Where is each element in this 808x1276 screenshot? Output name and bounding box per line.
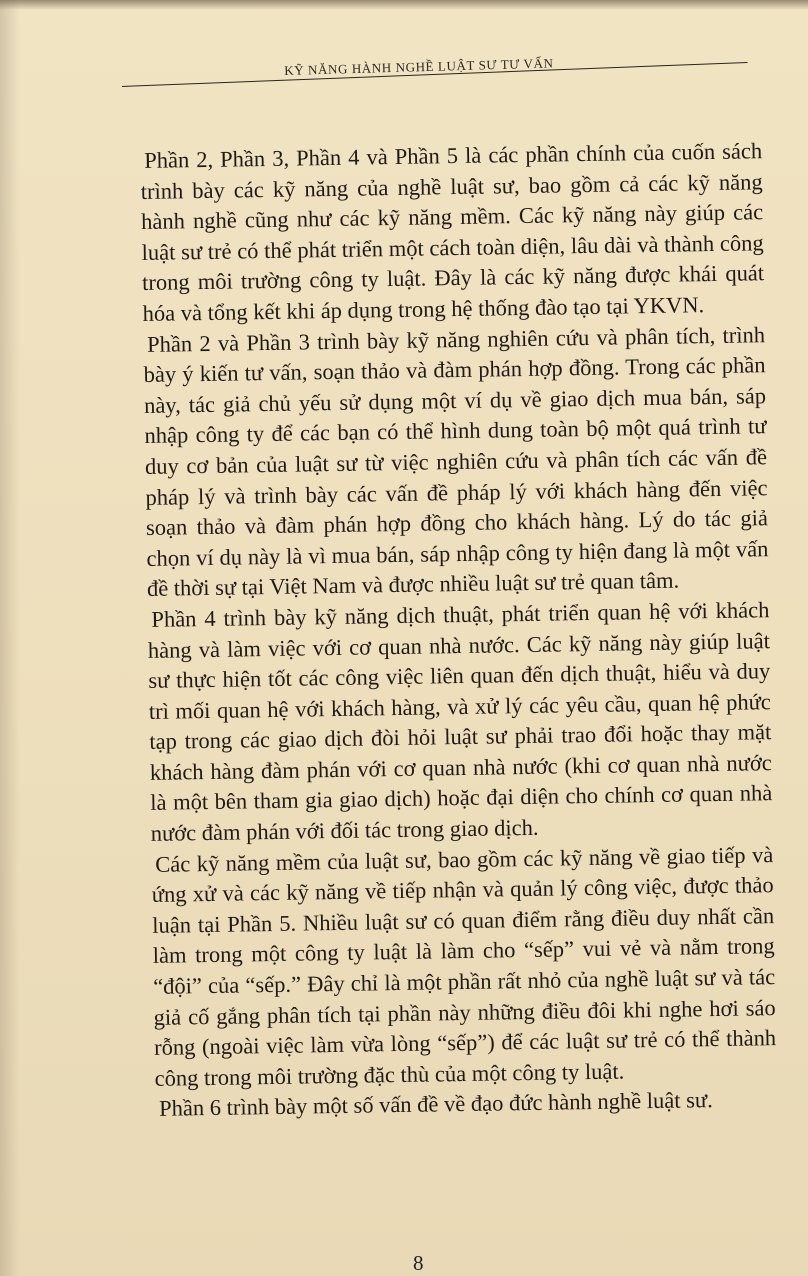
paragraph-4: Các kỹ năng mềm của luật sư, bao gồm các kỹ năng về giao tiếp và ứng xử và các kỹ năng về tiếp nhận và quản lý công việc, được thảo luận tại Phần 5. Nhiều luật sư có quan điểm rằng điều duy nhất cần làm trong một công ty luật là làm cho “sếp” vui vẻ và nằm trong “đội” của “sếp.” Đây chỉ là một phần rất nhỏ của nghề luật sư và tác giả cố gắng phân tích tại phần này những điều đôi khi nghe hơi sáo rỗng (ngoài việc làm vừa lòng “sếp”) để các luật sư trẻ có thể thành công trong môi trường đặc thù của một công ty luật. bbox=[151, 841, 777, 1091]
top-shadow bbox=[0, 0, 808, 10]
page-number: 8 bbox=[413, 1251, 424, 1275]
paragraph-5: Phần 6 trình bày một số vấn đề về đạo đức hành nghề luật sư. bbox=[158, 1087, 713, 1122]
paragraph-1: Phần 2, Phần 3, Phần 4 và Phần 5 là các phần chính của cuốn sách trình bày các kỹ năng của nghề luật sư, bao gồm cả các kỹ năng hành nghề cũng như các kỹ năng mềm. Các kỹ năng này giúp các luật sư trẻ có thể phát triển một cách toàn diện, lâu dài và thành công trong môi trường công ty luật. Đây là các kỹ năng được khái quát hóa và tổng kết khi áp dụng trong hệ thống đào tạo tại YKVN. bbox=[140, 138, 765, 326]
left-shade bbox=[0, 0, 20, 1276]
body-text bbox=[140, 136, 777, 1125]
paragraph-2: Phần 2 và Phần 3 trình bày kỹ năng nghiên cứu và phân tích, trình bày ý kiến tư vấn, soạn thảo và đàm phán hợp đồng. Trong các phần này, tác giả chủ yếu sử dụng một ví dụ về giao dịch mua bán, sáp nhập công ty để các bạn có thể hình dung toàn bộ một quá trình tư duy cơ bản của luật sư từ việc nghiên cứu và phân tích các vấn đề pháp lý và trình bày các vấn đề pháp lý với khách hàng đến việc soạn thảo và đàm phán hợp đồng cho khách hàng. Lý do tác giả chọn ví dụ này là vì mua bán, sáp nhập công ty hiện đang là một vấn đề thời sự tại Việt Nam và được nhiều luật sư trẻ quan tâm. bbox=[143, 321, 769, 602]
running-head: KỸ NĂNG HÀNH NGHỀ LUẬT SƯ TƯ VẤN bbox=[284, 55, 554, 78]
paragraph-3: Phần 4 trình bày kỹ năng dịch thuật, phát triển quan hệ với khách hàng và làm việc với cơ quan nhà nước. Các kỹ năng này giúp luật sư thực hiện tốt các công việc liên quan đến dịch thuật, hiểu và duy trì mối quan hệ với khách hàng, và xử lý các yêu cầu, quan hệ phức tạp trong các giao dịch đòi hỏi luật sư phải trao đổi hoặc thay mặt khách hàng đàm phán với cơ quan nhà nước (khi cơ quan nhà nước là một bên tham gia giao dịch) hoặc đại diện cho chính cơ quan nhà nước đàm phán với đối tác trong giao dịch. bbox=[147, 597, 773, 846]
